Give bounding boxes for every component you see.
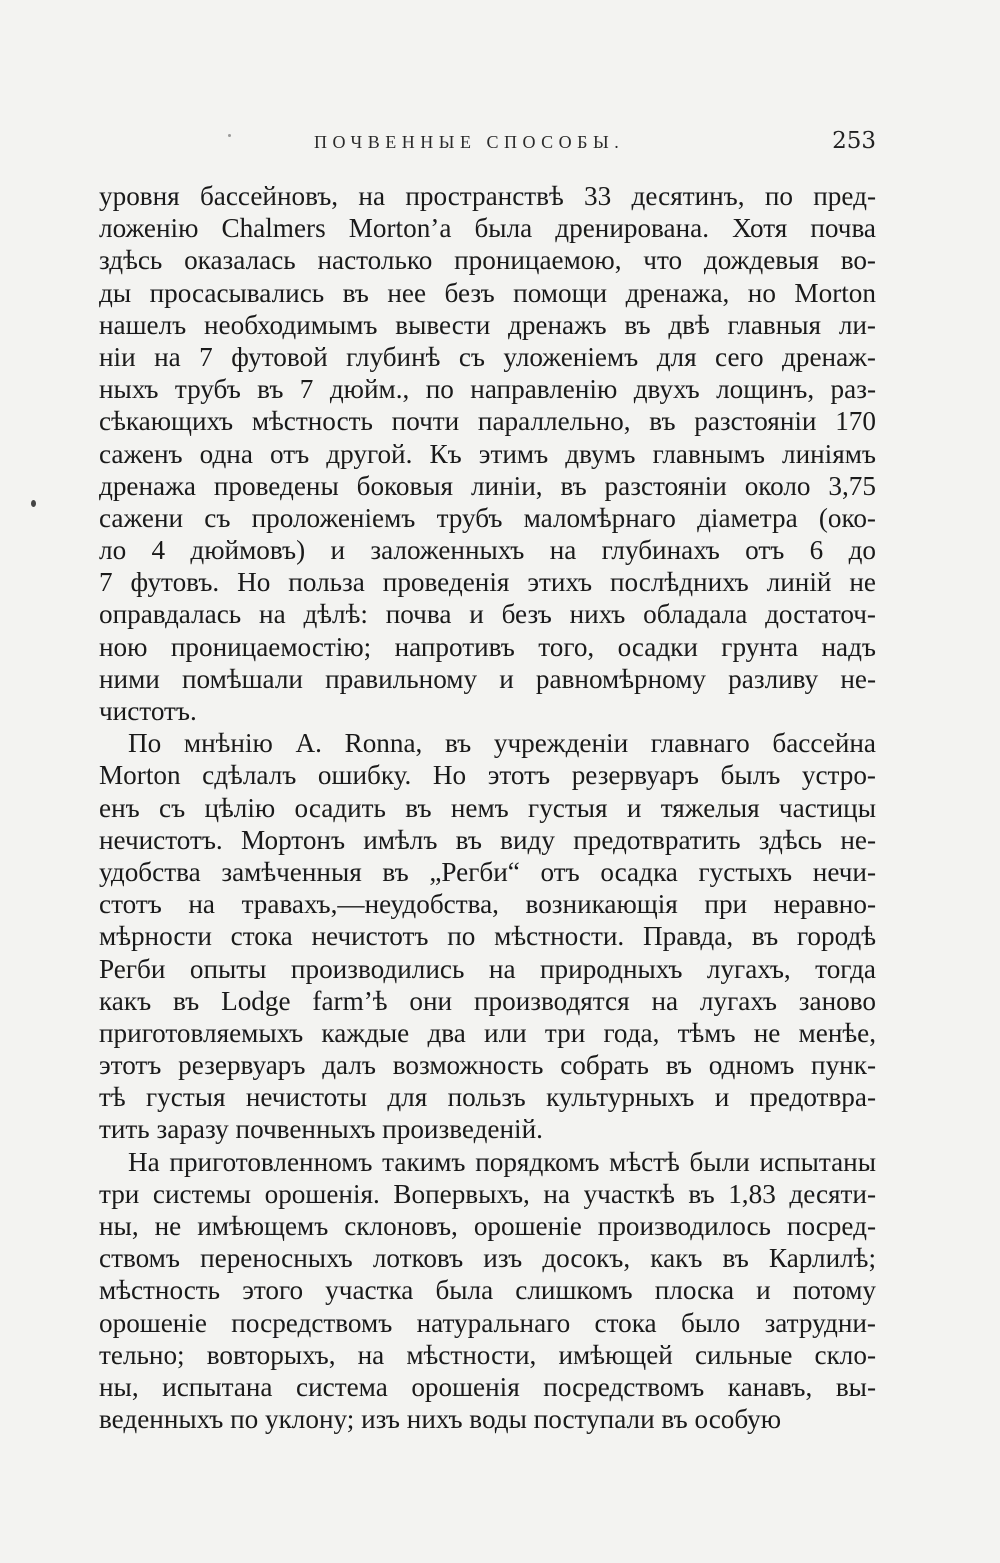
text-line: тить заразу почвенныхъ произведеній. [99,1114,543,1145]
text-line: три системы орошенія. Вопервыхъ, на участкѣ въ 1,83 десяти- [99,1178,876,1209]
text-line: тельно; вовторыхъ, на мѣстности, имѣющей сильные скло- [99,1339,876,1370]
text-line: мѣстность этого участка была слишкомъ плоска и потому [99,1275,876,1306]
page-number: 253 [832,128,876,154]
text-line: сажени съ проложеніемъ трубъ маломѣрнаго діаметра (око- [99,502,876,533]
text-line: 7 футовъ. Но польза проведенія этихъ послѣднихъ линій не [99,567,876,598]
page-header [96,128,876,164]
paragraph [99,180,876,727]
text-line: Регби опыты производились на природныхъ лугахъ, тогда [99,953,876,984]
text-line: ною проницаемостію; напротивъ того, осадки грунта надъ [99,631,876,662]
text-line: По мнѣнію A. Ronna, въ учрежденіи главнаго бассейна [128,728,876,759]
text-line: На приготовленномъ такимъ порядкомъ мѣстѣ были испытаны [128,1146,876,1177]
text-line: нашелъ необходимымъ вывести дренажъ въ двѣ главныя ли- [99,309,876,340]
text-line: ды просасывались въ нее безъ помощи дренажа, но Morton [99,277,876,308]
text-line: Morton сдѣлалъ ошибку. Но этотъ резервуаръ былъ устро- [99,760,876,791]
text-line: ними помѣшали правильному и равномѣрному разливу не- [99,663,876,694]
text-line: чистотъ. [99,696,197,726]
text-line: ныхъ трубъ въ 7 дюйм., по направленію двухъ лощинъ, раз- [99,374,876,405]
text-line: ны, не имѣющемъ склоновъ, орошеніе производилось посред- [99,1211,876,1241]
text-line: уровня бассейновъ, на пространствѣ 33 десятинъ, по пред- [99,181,876,211]
text-line: удобства замѣченныя въ „Регби“ отъ осадка густыхъ нечи- [99,856,876,887]
text-line: стотъ на травахъ,—неудобства, возникающія при неравно- [99,889,876,920]
text-line: ложенію Chalmers Morton’a была дренирована. Хотя почва [99,213,876,244]
text-line: ніи на 7 футовой глубинѣ съ уложеніемъ для сего дренаж- [99,341,876,372]
text-line: веденныхъ по уклону; изъ нихъ воды поступали въ особую [99,1404,782,1435]
text-line: дренажа проведены боковыя линіи, въ разстояніи около 3,75 [99,470,876,501]
text-line: саженъ одна отъ другой. Къ этимъ двумъ главнымъ линіямъ [99,438,876,469]
text-line: нечистотъ. Мортонъ имѣлъ въ виду предотвратить здѣсь не- [99,824,876,855]
text-line: мѣрности стока нечистотъ по мѣстности. Правда, въ городѣ [99,921,876,952]
paragraph [99,1146,876,1436]
text-line: енъ съ цѣлію осадить въ немъ густыя и тяжелыя частицы [99,792,876,823]
ink-speck [228,134,231,137]
text-line: этотъ резервуаръ далъ возможность собрать въ одномъ пунк- [99,1050,876,1081]
text-line: тѣ густыя нечистоты для пользъ культурныхъ и предотвра- [99,1082,876,1113]
text-line: ствомъ переносныхъ лотковъ изъ досокъ, какъ въ Карлилѣ; [99,1243,876,1274]
text-line: сѣкающихъ мѣстность почти параллельно, въ разстояніи 170 [99,406,876,437]
text-line: оправдалась на дѣлѣ: почва и безъ нихъ обладала достаточ- [99,599,876,630]
text-line: приготовляемыхъ каждые два или три года, тѣмъ не менѣе, [99,1017,876,1048]
running-head: ПОЧВЕННЫЕ СПОСОБЫ. [314,132,625,152]
text-line: здѣсь оказалась настолько проницаемою, что дождевыя во- [99,245,876,276]
ink-speck [31,500,36,507]
text-line: ны, испытана система орошенія посредствомъ канавъ, вы- [99,1371,876,1402]
body-text [99,180,876,1435]
text-line: орошеніе посредствомъ натуральнаго стока было затрудни- [99,1307,876,1338]
paragraph [99,727,876,1145]
text-line: ло 4 дюймовъ) и заложенныхъ на глубинахъ отъ 6 до [99,535,876,566]
text-line: какъ въ Lodge farm’ѣ они производятся на лугахъ заново [99,985,876,1016]
